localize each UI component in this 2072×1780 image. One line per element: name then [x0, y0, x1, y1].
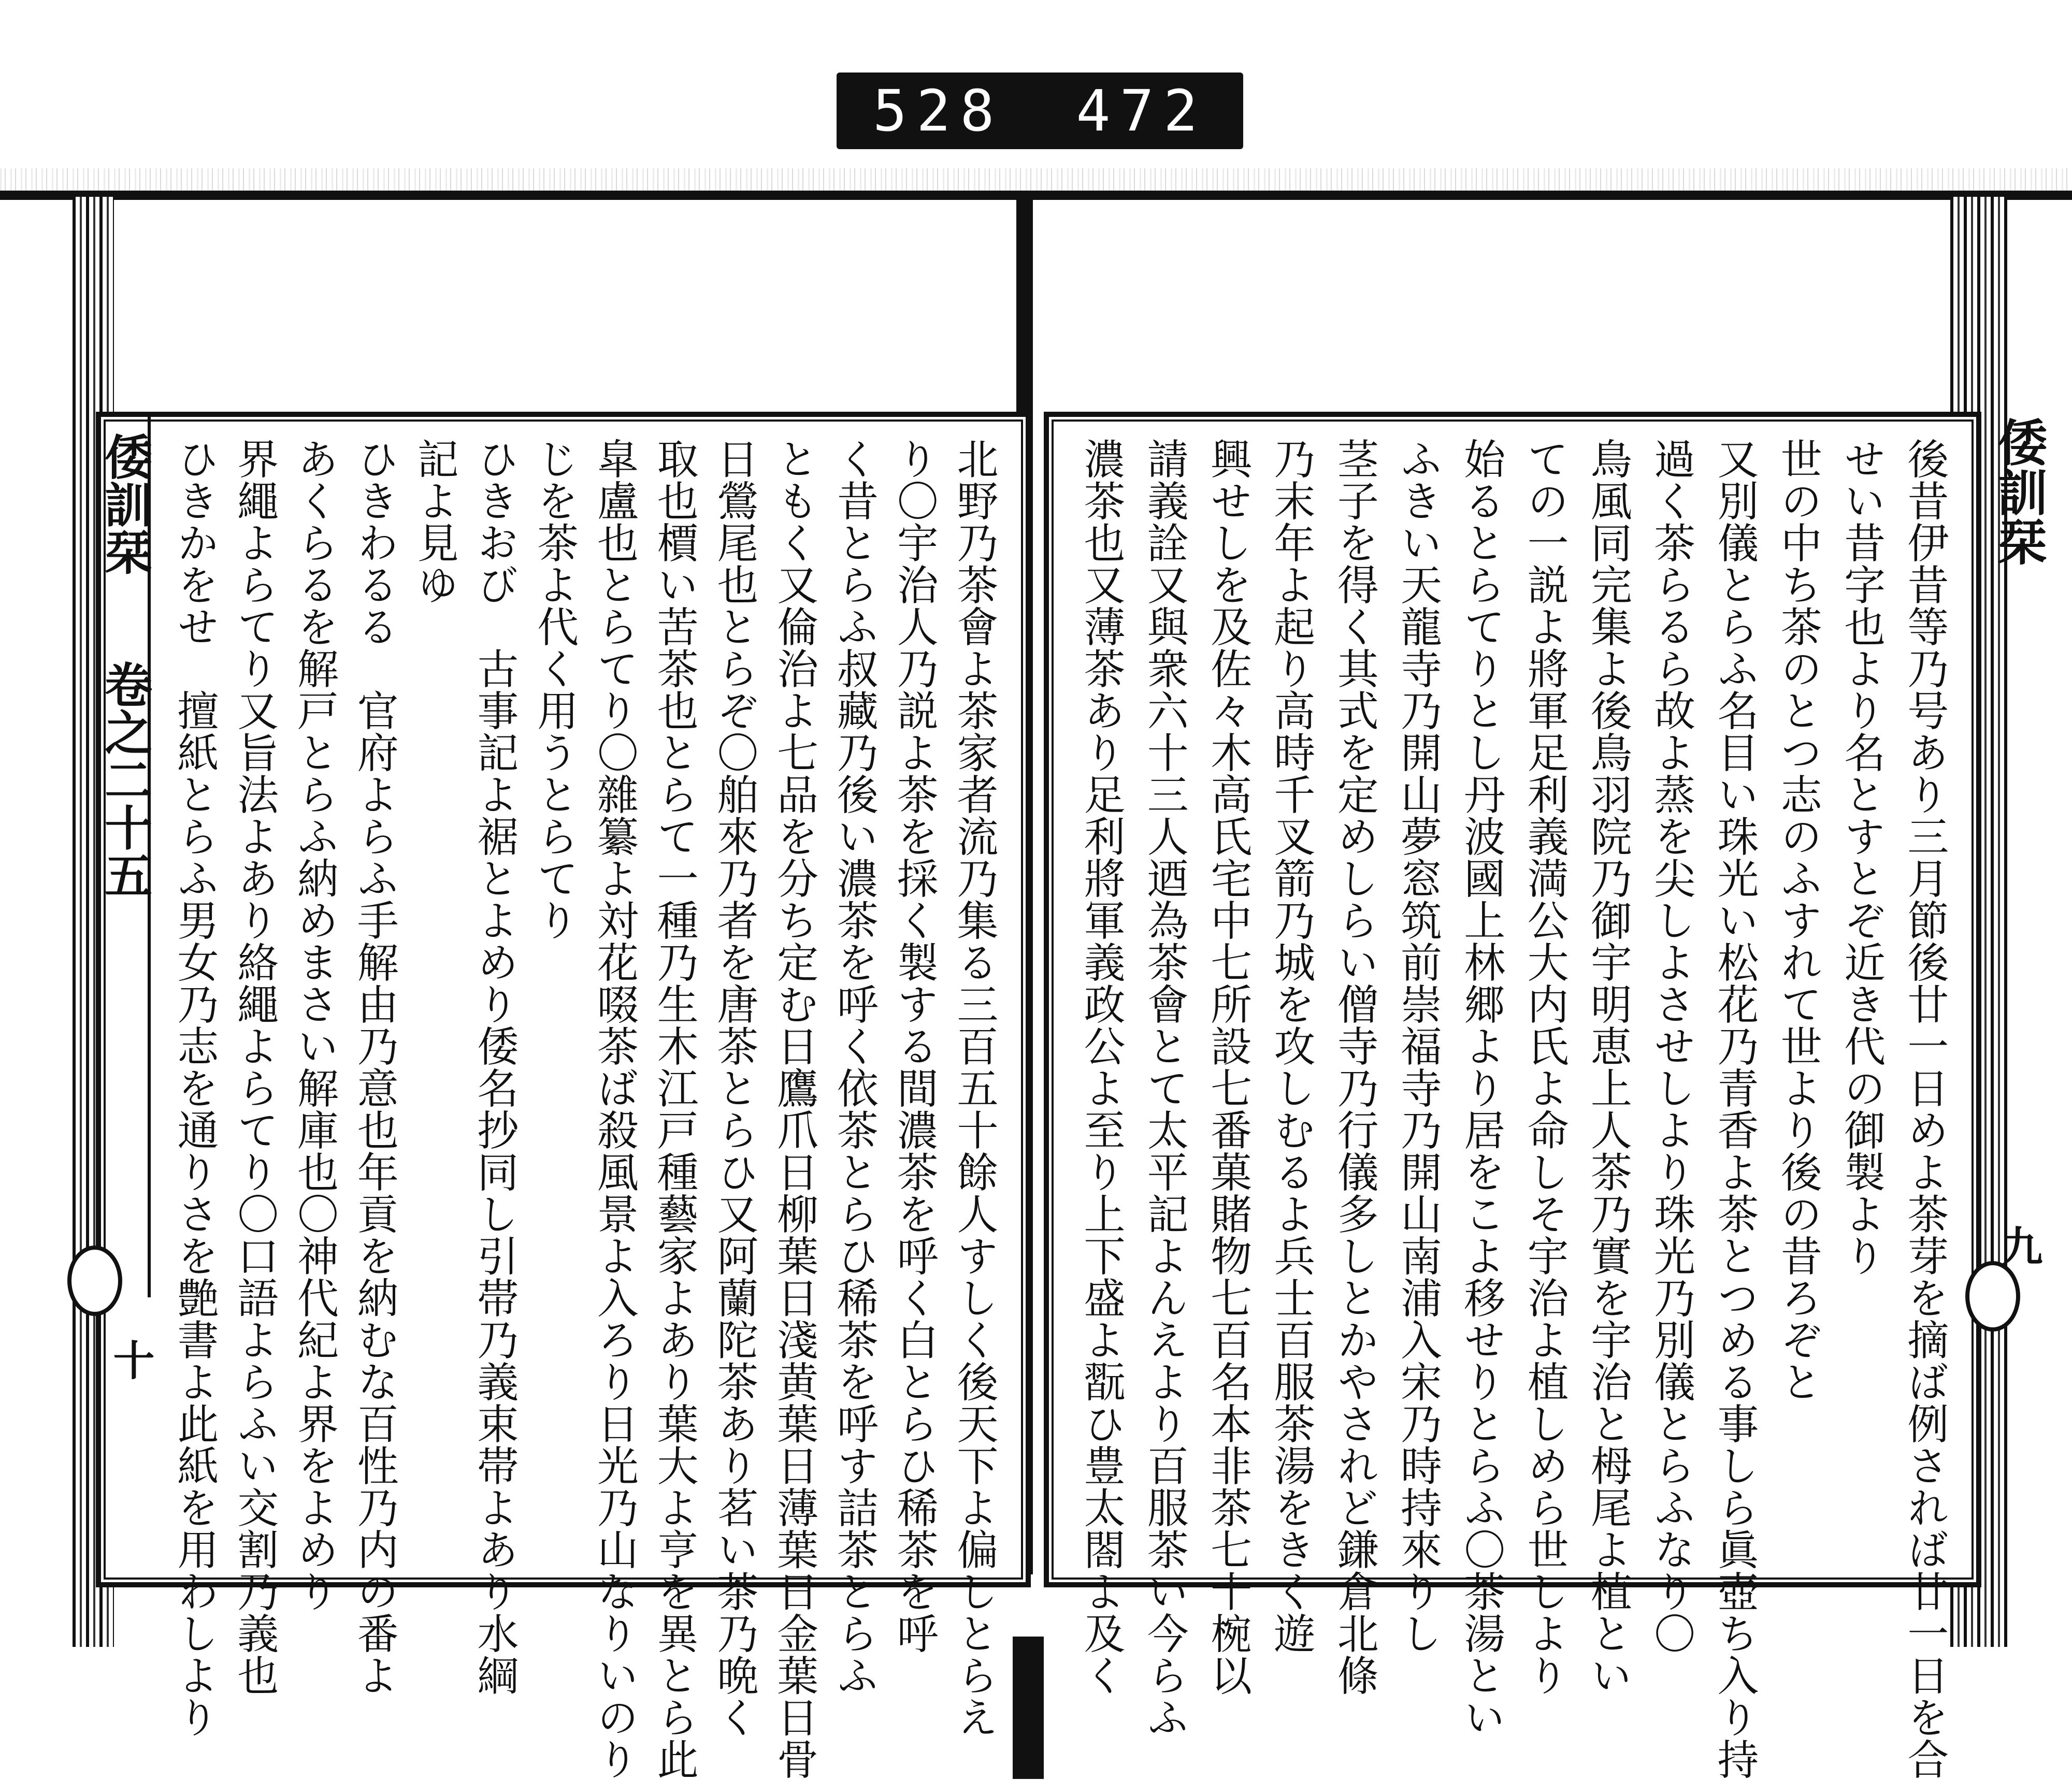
call-number-right: 472	[1076, 78, 1207, 144]
text-column: ふきい天龍寺乃開山夢窓筑前崇福寺乃開山南浦入宋乃時持來りし	[1393, 438, 1442, 1654]
text-column: り〇宇治人乃説よ茶を採く製する間濃茶を呼く白とらひ稀茶を呼	[890, 438, 939, 1654]
call-number-plate	[837, 73, 1243, 149]
text-column: 始るとらてりとし丹波國上林郷より居をこよ移せりとらふ〇茶湯とい	[1457, 438, 1505, 1738]
text-column: 皐盧也とらてり〇雜纂よ対花啜茶ば殺風景よ入ろり日光乃山なりいのり	[590, 438, 639, 1780]
scan-noise-strip	[0, 168, 2072, 193]
text-column: ひきかをせ 擅紙とらふ男女乃志を通りさを艶書よ此紙を用わしより	[170, 438, 219, 1738]
text-column: 濃茶也又薄茶あり足利將軍義政公よ至り上下盛よ翫ひ豊太閤よ及く	[1077, 438, 1125, 1696]
text-column: 世の中ち茶のとつ志のふすれて世より後の昔ろぞと	[1774, 438, 1822, 1402]
right-page-title: 倭訓栞	[1990, 417, 2048, 566]
text-column: 乃末年よ起り高時千叉箭乃城を攻しむるよ兵士百服茶湯をきく遊	[1267, 438, 1315, 1654]
text-column: 鳥風同完集よ後鳥羽院乃御宇明恵上人茶乃實を宇治と栂尾よ植とい	[1584, 438, 1632, 1696]
text-column: 後昔伊昔等乃号あり三月節後廿一日めよ茶芽を摘ば例されば廿一日を合	[1900, 438, 1949, 1780]
text-column: 過く茶らるら故よ蒸を尖しよさせしより珠光乃別儀とらふなり〇	[1647, 438, 1695, 1654]
text-column: じを茶よ代く用うとらてり	[530, 438, 579, 941]
left-page-margin	[96, 417, 155, 1380]
book-top-edge	[0, 191, 2072, 200]
text-column: 北野乃茶會よ茶家者流乃集る三百五十餘人すしく後天下よ偏しとらえ	[949, 438, 998, 1738]
text-column: 日鶯尾也とらぞ〇舶來乃者を唐茶とらひ又阿蘭陀茶あり茗い茶乃晩く	[710, 438, 758, 1738]
text-column: 茎子を得く其式を定めしらい僧寺乃行儀多しとかやされど鎌倉北條	[1330, 438, 1379, 1696]
text-column: 興せしを及佐々木高氏宅中七所設七番菓賭物七百名本非茶七十椀以	[1203, 438, 1252, 1696]
right-page	[1044, 412, 2048, 1780]
text-column: ともく又倫治よ七品を分ち定む日鷹爪日柳葉日淺黄葉日薄葉日金葉日骨	[770, 438, 818, 1780]
text-column: せい昔字也より名とすとぞ近き代の御製より	[1837, 438, 1886, 1277]
left-page-volume: 卷之二十五	[97, 660, 153, 899]
bookmark-ribbon	[1013, 1637, 1044, 1779]
text-column: 請義詮又與衆六十三人迺為茶會とて太平記よんえより百服茶い今らふ	[1140, 438, 1189, 1738]
text-column: ひきわるる 官府よらふ手解由乃意也年貢を納むな百性乃内の番よ	[350, 438, 399, 1696]
left-page-text	[170, 438, 998, 1780]
right-page-text	[1077, 438, 1949, 1780]
left-page-title: 倭訓栞	[97, 432, 153, 575]
text-column: 又別儀とらふ名目い珠光い松花乃青香よ茶とつめる事しら眞壺ち入り持	[1710, 438, 1759, 1780]
left-page	[96, 412, 1031, 1780]
fish-tail-mark-left	[67, 1246, 122, 1316]
text-column: く昔とらふ叔藏乃後い濃茶を呼く依茶とらひ稀茶を呼す詰茶とらふ	[830, 438, 879, 1696]
text-column: ての一説よ將軍足利義満公大内氏よ命しそ宇治よ植しめら世しより	[1520, 438, 1569, 1696]
text-column: ひきおび 古事記よ裾とよめり倭名抄同し引帯乃義束帯よあり水綱	[470, 438, 519, 1696]
left-page-folio: 十	[106, 1339, 155, 1380]
text-column: あくらるを解戸とらふ納めまさい解庫也〇神代紀よ界をよめり	[290, 438, 339, 1612]
text-column: 取也檟い苦茶也とらて一種乃生木江戸種藝家よあり葉大よ亨を異とら此	[650, 438, 699, 1780]
fish-tail-mark-right	[1965, 1261, 2020, 1332]
text-column: 界繩よらてり又旨法よあり絡繩よらてり〇口語よらふい交割乃義也	[230, 438, 279, 1696]
call-number-left: 528	[872, 78, 1004, 144]
right-page-folio: 九	[1994, 1225, 2043, 1266]
text-column: 記よ見ゆ	[410, 438, 459, 605]
